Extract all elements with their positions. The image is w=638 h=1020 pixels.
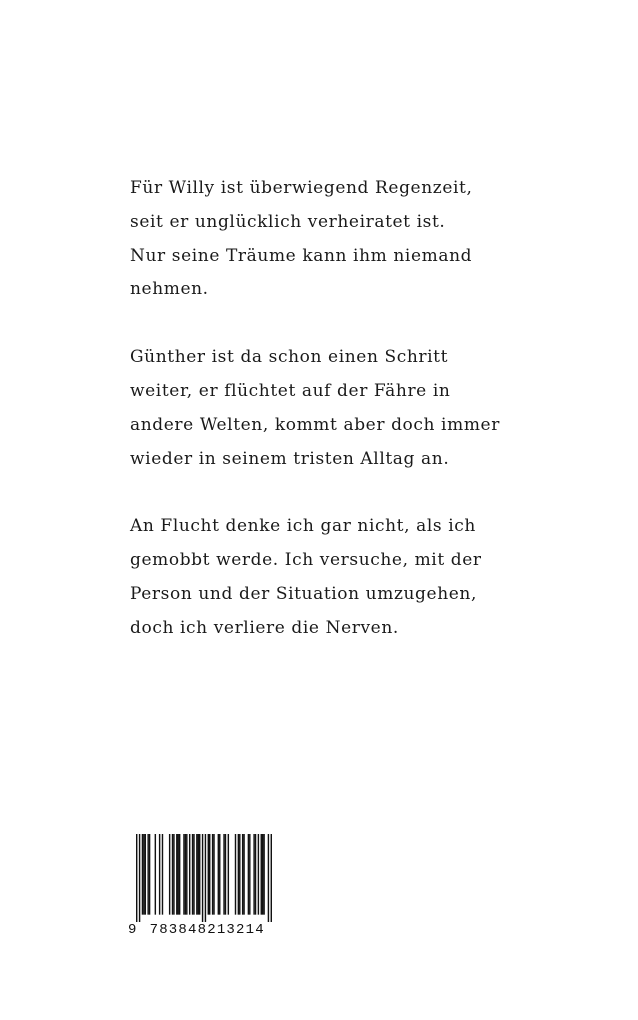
barcode-bar — [149, 834, 150, 915]
barcode-bar — [209, 834, 210, 915]
blurb-line: Für Willy ist überwiegend Regenzeit, — [130, 178, 473, 198]
barcode-bar — [225, 834, 226, 915]
barcode-bar — [208, 834, 209, 915]
barcode-bar — [223, 834, 224, 915]
barcode-guard-bar — [205, 834, 206, 922]
barcode-bar — [243, 834, 244, 915]
barcode-bar — [196, 834, 197, 915]
barcode-bar — [258, 834, 259, 915]
blurb-paragraph-2 — [130, 341, 570, 476]
barcode-graphic — [136, 834, 272, 922]
barcode-bar — [248, 834, 249, 915]
isbn-barcode — [124, 830, 284, 948]
blurb-text — [130, 172, 570, 680]
barcode-bar — [178, 834, 179, 915]
isbn-remaining-digits: 783848213214 — [149, 922, 265, 938]
barcode-bar — [143, 834, 144, 915]
barcode-bar — [261, 834, 262, 915]
barcode-bar — [262, 834, 263, 915]
barcode-bar — [176, 834, 177, 915]
barcode-bar — [238, 834, 239, 915]
isbn-number — [128, 922, 284, 938]
barcode-bar — [263, 834, 264, 915]
barcode-bar — [235, 834, 236, 915]
barcode-bar — [169, 834, 170, 915]
barcode-bar — [145, 834, 146, 915]
barcode-bar — [213, 834, 214, 915]
blurb-line: weiter, er flüchtet auf der Fähre in — [130, 380, 451, 401]
barcode-bar — [239, 834, 240, 915]
blurb-line: Person und der Situation umzugehen, — [130, 583, 477, 604]
barcode-bar — [228, 834, 229, 915]
barcode-bar — [212, 834, 213, 915]
barcode-bar — [193, 834, 194, 915]
blurb-line: nehmen. — [130, 279, 209, 300]
barcode-bar — [173, 834, 174, 915]
barcode-bar — [242, 834, 243, 915]
blurb-paragraph-1 — [130, 172, 570, 307]
barcode-bar — [253, 834, 254, 915]
barcode-bar — [199, 834, 200, 915]
barcode-bar — [249, 834, 250, 915]
blurb-line: An Flucht denke ich gar nicht, als ich — [130, 516, 476, 537]
barcode-bar — [255, 834, 256, 915]
barcode-bar — [179, 834, 180, 915]
blurb-line: andere Welten, kommt aber doch immer — [130, 414, 500, 435]
barcode-guard-bar — [139, 834, 140, 922]
barcode-guard-bar — [202, 834, 203, 922]
barcode-bar — [147, 834, 148, 915]
isbn-first-digit: 9 — [128, 922, 138, 938]
barcode-guard-bar — [136, 834, 137, 922]
barcode-bar — [198, 834, 199, 915]
barcode-bar — [185, 834, 186, 915]
barcode-bar — [186, 834, 187, 915]
barcode-bar — [183, 834, 184, 915]
barcode-guard-bar — [271, 834, 272, 922]
blurb-paragraph-3 — [130, 510, 570, 645]
barcode-bars — [136, 834, 272, 922]
blurb-line: Günther ist da schon einen Schritt — [130, 347, 449, 368]
blurb-line: Nur seine Träume kann ihm niemand — [130, 245, 473, 266]
barcode-bar — [155, 834, 156, 915]
blurb-line: gemobbt werde. Ich versuche, mit der — [130, 550, 482, 571]
barcode-bar — [218, 834, 219, 915]
barcode-bar — [162, 834, 163, 915]
blurb-line: seit er unglücklich verheiratet ist. — [130, 211, 446, 232]
barcode-bar — [189, 834, 190, 915]
barcode-bar — [142, 834, 143, 915]
barcode-bar — [192, 834, 193, 915]
barcode-guard-bar — [268, 834, 269, 922]
barcode-bar — [219, 834, 220, 915]
blurb-line: doch ich verliere die Nerven. — [130, 617, 399, 638]
blurb-line: wieder in seinem tristen Alltag an. — [130, 448, 450, 469]
barcode-bar — [159, 834, 160, 915]
barcode-bar — [172, 834, 173, 915]
